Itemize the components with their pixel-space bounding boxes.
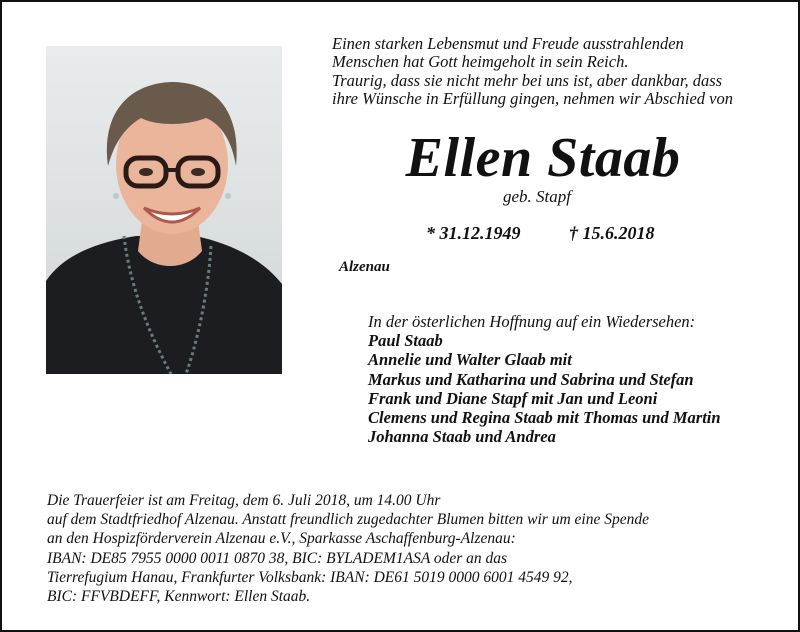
intro-line: Einen starken Lebensmut und Freude ausstrahlenden (332, 34, 684, 53)
deceased-name: Ellen Staab (405, 127, 681, 189)
mourner-entry: Clemens und Regina Staab mit Thomas und Martin (368, 408, 721, 428)
funeral-details (47, 491, 787, 606)
birth-name: geb. Stapf (503, 187, 571, 206)
birth-date: * 31.12.1949 (426, 223, 521, 243)
mourner-entry: Johanna Staab und Andrea (368, 427, 556, 447)
mourners-list (368, 312, 788, 446)
mourner-entry: Frank und Diane Stapf mit Jan und Leoni (368, 388, 658, 408)
mourners-lead: In der österlichen Hoffnung auf ein Wiedersehen: (368, 312, 696, 331)
intro-line: Traurig, dass sie nicht mehr bei uns ist, aber dankbar, dass (332, 70, 723, 90)
mourner-entry: Markus und Katharina und Sabrina und Stefan (368, 369, 694, 389)
footer-line: an den Hospizförderverein Alzenau e.V., Sparkasse Aschaffenburg-Alzenau: (47, 530, 516, 548)
mourner-entry: Annelie und Walter Glaab mit (368, 350, 572, 370)
death-date: † 15.6.2018 (569, 223, 655, 243)
place-name: Alzenau (339, 259, 390, 275)
intro-line: ihre Wünsche in Erfüllung gingen, nehmen wir Abschied von (332, 89, 733, 109)
footer-line: IBAN: DE85 7955 0000 0011 0870 38, BIC: BYLADEM1ASA oder an das (47, 549, 508, 567)
mourner-entry: Paul Staab (368, 331, 443, 351)
footer-line: BIC: FFVBDEFF, Kennwort: Ellen Staab. (47, 588, 311, 606)
intro-text (332, 35, 782, 109)
footer-line: auf dem Stadtfriedhof Alzenau. Anstatt freundlich zugedachter Blumen bitten wir um eine Spende (47, 511, 649, 529)
intro-line: Menschen hat Gott heimgeholt in sein Reich. (332, 52, 629, 72)
portrait-photo (46, 46, 282, 374)
footer-line: Tierrefugium Hanau, Frankfurter Volksbank: IBAN: DE61 5019 0000 6001 4549 92, (47, 568, 573, 586)
footer-line: Die Trauerfeier ist am Freitag, dem 6. Juli 2018, um 14.00 Uhr (47, 492, 441, 509)
